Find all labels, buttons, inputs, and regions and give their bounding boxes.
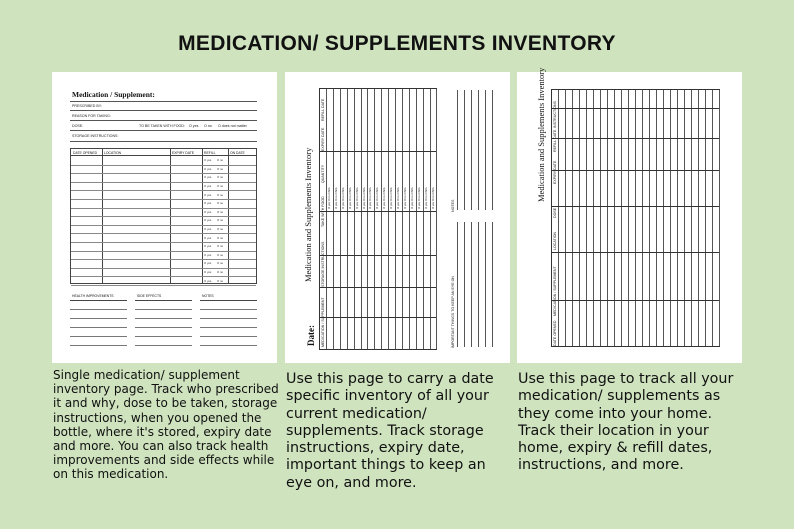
col-quantity: QUANTITY <box>321 164 325 183</box>
footer-line <box>70 345 127 346</box>
table-row <box>71 285 256 286</box>
footer-rule <box>135 300 192 301</box>
grid-line <box>621 90 622 346</box>
col-date-opened: DATE OPENED <box>553 320 557 346</box>
table-row <box>71 268 256 269</box>
footer-line <box>200 345 257 346</box>
col-location: LOCATION <box>553 231 557 250</box>
grid-line <box>600 90 601 346</box>
health-improvements-label: HEALTH IMPROVEMENTS <box>72 294 114 298</box>
refill-no: O no <box>217 175 224 180</box>
inventory-grid <box>319 88 437 350</box>
col-refill: REFILL DATE <box>553 129 557 152</box>
col-instructions: INSTRUCTIONS <box>553 101 557 128</box>
footer-line <box>200 309 257 310</box>
column-divider <box>320 287 436 288</box>
sheet3-title: Medication and Supplements Inventory <box>536 67 546 202</box>
notes-label: NOTES <box>451 199 455 212</box>
refill-no: O no <box>217 209 224 214</box>
important-label: IMPORTANT THINGS TO KEEP AN EYE ON <box>451 275 455 348</box>
refill-no: O no <box>217 201 224 206</box>
food-options: O yes O no O N/A <box>369 187 373 209</box>
grid-line <box>395 89 396 349</box>
grid-line <box>572 90 573 346</box>
grid-line <box>558 90 559 346</box>
grid-line <box>628 90 629 346</box>
refill-no: O no <box>217 218 224 223</box>
footer-line <box>70 309 127 310</box>
grid-line <box>579 90 580 346</box>
refill-no: O no <box>217 192 224 197</box>
grid-line <box>374 89 375 349</box>
important-line <box>464 222 465 347</box>
column-divider <box>552 252 719 253</box>
line <box>70 141 257 142</box>
column-divider <box>552 138 719 139</box>
food-options: O yes O no O N/A <box>424 187 428 209</box>
refill-yes: O yes <box>204 269 212 274</box>
refill-yes: O yes <box>204 166 212 171</box>
column-divider <box>552 300 719 301</box>
food-yes: O yes <box>189 124 199 128</box>
grid-line <box>340 89 341 349</box>
table-row <box>71 216 256 217</box>
important-line <box>492 222 493 347</box>
important-line <box>471 222 472 347</box>
footer-line <box>135 309 192 310</box>
table-row <box>71 276 256 277</box>
col-food: TAKE WITH FOOD <box>321 196 325 227</box>
storage-label: STORAGE INSTRUCTIONS: <box>72 134 119 138</box>
footer-line <box>135 345 192 346</box>
footer-line <box>70 327 127 328</box>
table-row <box>71 173 256 174</box>
grid-line <box>705 90 706 346</box>
grid-line <box>649 90 650 346</box>
th-location: LOCATION <box>104 150 122 155</box>
table-row <box>71 182 256 183</box>
heading-rule <box>70 101 257 102</box>
grid-line <box>347 89 348 349</box>
refill-no: O no <box>217 278 224 283</box>
grid-line <box>677 90 678 346</box>
date-label: Date: <box>306 325 316 346</box>
notes-line <box>485 90 486 210</box>
grid-line <box>635 90 636 346</box>
grid-line <box>586 90 587 346</box>
grid-line <box>326 89 327 349</box>
footer-line <box>200 336 257 337</box>
table-row <box>71 259 256 260</box>
grid-line <box>593 90 594 346</box>
grid-line <box>381 89 382 349</box>
refill-yes: O yes <box>204 278 212 283</box>
side-effects-label: SIDE EFFECTS <box>137 294 162 298</box>
footer-line <box>135 336 192 337</box>
grid-line <box>436 89 437 349</box>
prescribed-by-label: PRESCRIBED BY: <box>72 104 102 108</box>
column-divider <box>320 151 436 152</box>
column-divider <box>552 108 719 109</box>
grid-line <box>607 90 608 346</box>
notes-line <box>457 90 458 210</box>
food-options: O yes O no O N/A <box>362 187 366 209</box>
column-divider <box>552 170 719 171</box>
dose-label: DOSE: <box>72 124 84 128</box>
with-food-label: TO BE TAKEN WITH FOOD: <box>139 124 185 128</box>
grid-line <box>663 90 664 346</box>
important-line <box>457 222 458 347</box>
grid-line <box>698 90 699 346</box>
refill-no: O no <box>217 252 224 257</box>
refill-yes: O yes <box>204 218 212 223</box>
grid-line <box>691 90 692 346</box>
opened-table <box>70 148 257 284</box>
footer-line <box>200 318 257 319</box>
description-home: Use this page to track all your medication/ supplements as they come into your home. Track their location in your home, expiry & refill dates, instructions, and more. <box>518 371 734 474</box>
grid-line <box>684 90 685 346</box>
notes-area <box>457 90 497 210</box>
refill-no: O no <box>217 166 224 171</box>
table-row <box>71 233 256 234</box>
grid-line <box>361 89 362 349</box>
food-options: O yes O no O N/A <box>341 187 345 209</box>
th-on-date: ON DATE <box>230 150 245 155</box>
table-row <box>71 251 256 252</box>
food-options: O yes O no O N/A <box>334 187 338 209</box>
refill-no: O no <box>217 158 224 163</box>
footer-rule <box>70 300 127 301</box>
col-medication: MEDICATION / SUPPLEMENT <box>553 266 557 316</box>
reason-label: REASON FOR TAKING: <box>72 114 111 118</box>
food-options: O yes O no O N/A <box>410 187 414 209</box>
refill-yes: O yes <box>204 201 212 206</box>
important-area <box>457 222 497 347</box>
sheet2-title: Medication and Supplements Inventory <box>303 147 313 282</box>
line <box>70 130 257 131</box>
col-expiry: EXPIRY DATE <box>553 160 557 184</box>
refill-yes: O yes <box>204 235 212 240</box>
notes-line <box>492 90 493 210</box>
col-expiry: EXPIRY DATE <box>321 127 325 151</box>
food-options: O yes O no O N/A <box>328 187 331 209</box>
refill-yes: O yes <box>204 209 212 214</box>
notes-line <box>464 90 465 210</box>
line <box>70 110 257 111</box>
food-options: O yes O no O N/A <box>397 187 400 209</box>
grid-line <box>670 90 671 346</box>
table-row <box>71 225 256 226</box>
refill-no: O no <box>217 235 224 240</box>
refill-yes: O yes <box>204 183 212 188</box>
grid-line <box>402 89 403 349</box>
table-row <box>71 208 256 209</box>
refill-yes: O yes <box>204 175 212 180</box>
footer-rule <box>200 300 257 301</box>
grid-line <box>642 90 643 346</box>
refill-yes: O yes <box>204 261 212 266</box>
grid-line <box>367 89 368 349</box>
col-dose: DOSE <box>553 207 557 218</box>
refill-yes: O yes <box>204 252 212 257</box>
table-row <box>71 165 256 166</box>
footer-line <box>135 327 192 328</box>
grid-line <box>656 90 657 346</box>
grid-line <box>712 90 713 346</box>
grid-line <box>333 89 334 349</box>
th-date-opened: DATE OPENED <box>73 150 98 155</box>
grid-line <box>409 89 410 349</box>
footer-line <box>200 327 257 328</box>
grid-line <box>423 89 424 349</box>
table-row <box>71 242 256 243</box>
food-options: O yes O no O N/A <box>403 187 407 209</box>
notes-line <box>478 90 479 210</box>
grid-line <box>416 89 417 349</box>
single-medication-sheet <box>52 72 277 363</box>
food-options: O yes O no O N/A <box>355 187 359 209</box>
grid-line <box>719 90 720 346</box>
table-row <box>71 190 256 191</box>
grid-line <box>354 89 355 349</box>
column-divider <box>320 211 436 212</box>
refill-no: O no <box>217 226 224 231</box>
refill-yes: O yes <box>204 244 212 249</box>
food-options: O yes O no O N/A <box>390 187 394 209</box>
important-line <box>485 222 486 347</box>
col-refill: REFILL DATE <box>321 98 325 121</box>
refill-yes: O yes <box>204 192 212 197</box>
sheet1-heading: Medication / Supplement: <box>72 90 155 99</box>
col-storage: STORAGE INSTRUCTIONS <box>321 241 325 287</box>
refill-yes: O yes <box>204 226 212 231</box>
footer-line <box>70 318 127 319</box>
page-title: MEDICATION/ SUPPLEMENTS INVENTORY <box>178 32 616 55</box>
food-options: O yes O no O N/A <box>376 187 380 209</box>
footer-line <box>135 318 192 319</box>
description-single: Single medication/ supplement inventory page. Track who prescribed it and why, dose to be taken, storage instructions, when you opened the bottle, where it's stored, expiry date and more. You can also track health improvements and side effects while on this medication. <box>53 368 279 482</box>
column-divider <box>552 206 719 207</box>
description-dated: Use this page to carry a date specific inventory of all your current medication/ supplements. Track storage instructions, expiry date, important things to keep an eye on, and more. <box>286 371 494 491</box>
grid-line <box>430 89 431 349</box>
refill-no: O no <box>217 244 224 249</box>
food-dnm: O does not matter <box>218 124 247 128</box>
refill-no: O no <box>217 269 224 274</box>
th-expiry: EXPIRY DATE <box>172 150 195 155</box>
grid-line <box>565 90 566 346</box>
home-inventory-sheet <box>517 67 742 363</box>
col-medication: MEDICATION / SUPPLEMENT <box>321 297 325 347</box>
column-divider <box>320 255 436 256</box>
food-options: O yes O no O N/A <box>383 187 387 209</box>
th-refill: REFILL <box>204 150 216 155</box>
notes-label: NOTES <box>202 294 214 298</box>
food-no: O no <box>204 124 212 128</box>
dated-inventory-sheet <box>285 72 510 363</box>
column-divider <box>320 317 436 318</box>
food-options: O yes O no O N/A <box>348 187 352 209</box>
food-options: O yes O no O N/A <box>431 187 435 209</box>
refill-no: O no <box>217 261 224 266</box>
important-line <box>478 222 479 347</box>
refill-no: O no <box>217 183 224 188</box>
food-options: O yes O no O N/A <box>417 187 421 209</box>
table-row <box>71 199 256 200</box>
footer-line <box>70 336 127 337</box>
grid-line <box>388 89 389 349</box>
refill-yes: O yes <box>204 158 212 163</box>
line <box>70 120 257 121</box>
notes-line <box>471 90 472 210</box>
grid-line <box>614 90 615 346</box>
inventory-grid <box>551 89 720 347</box>
